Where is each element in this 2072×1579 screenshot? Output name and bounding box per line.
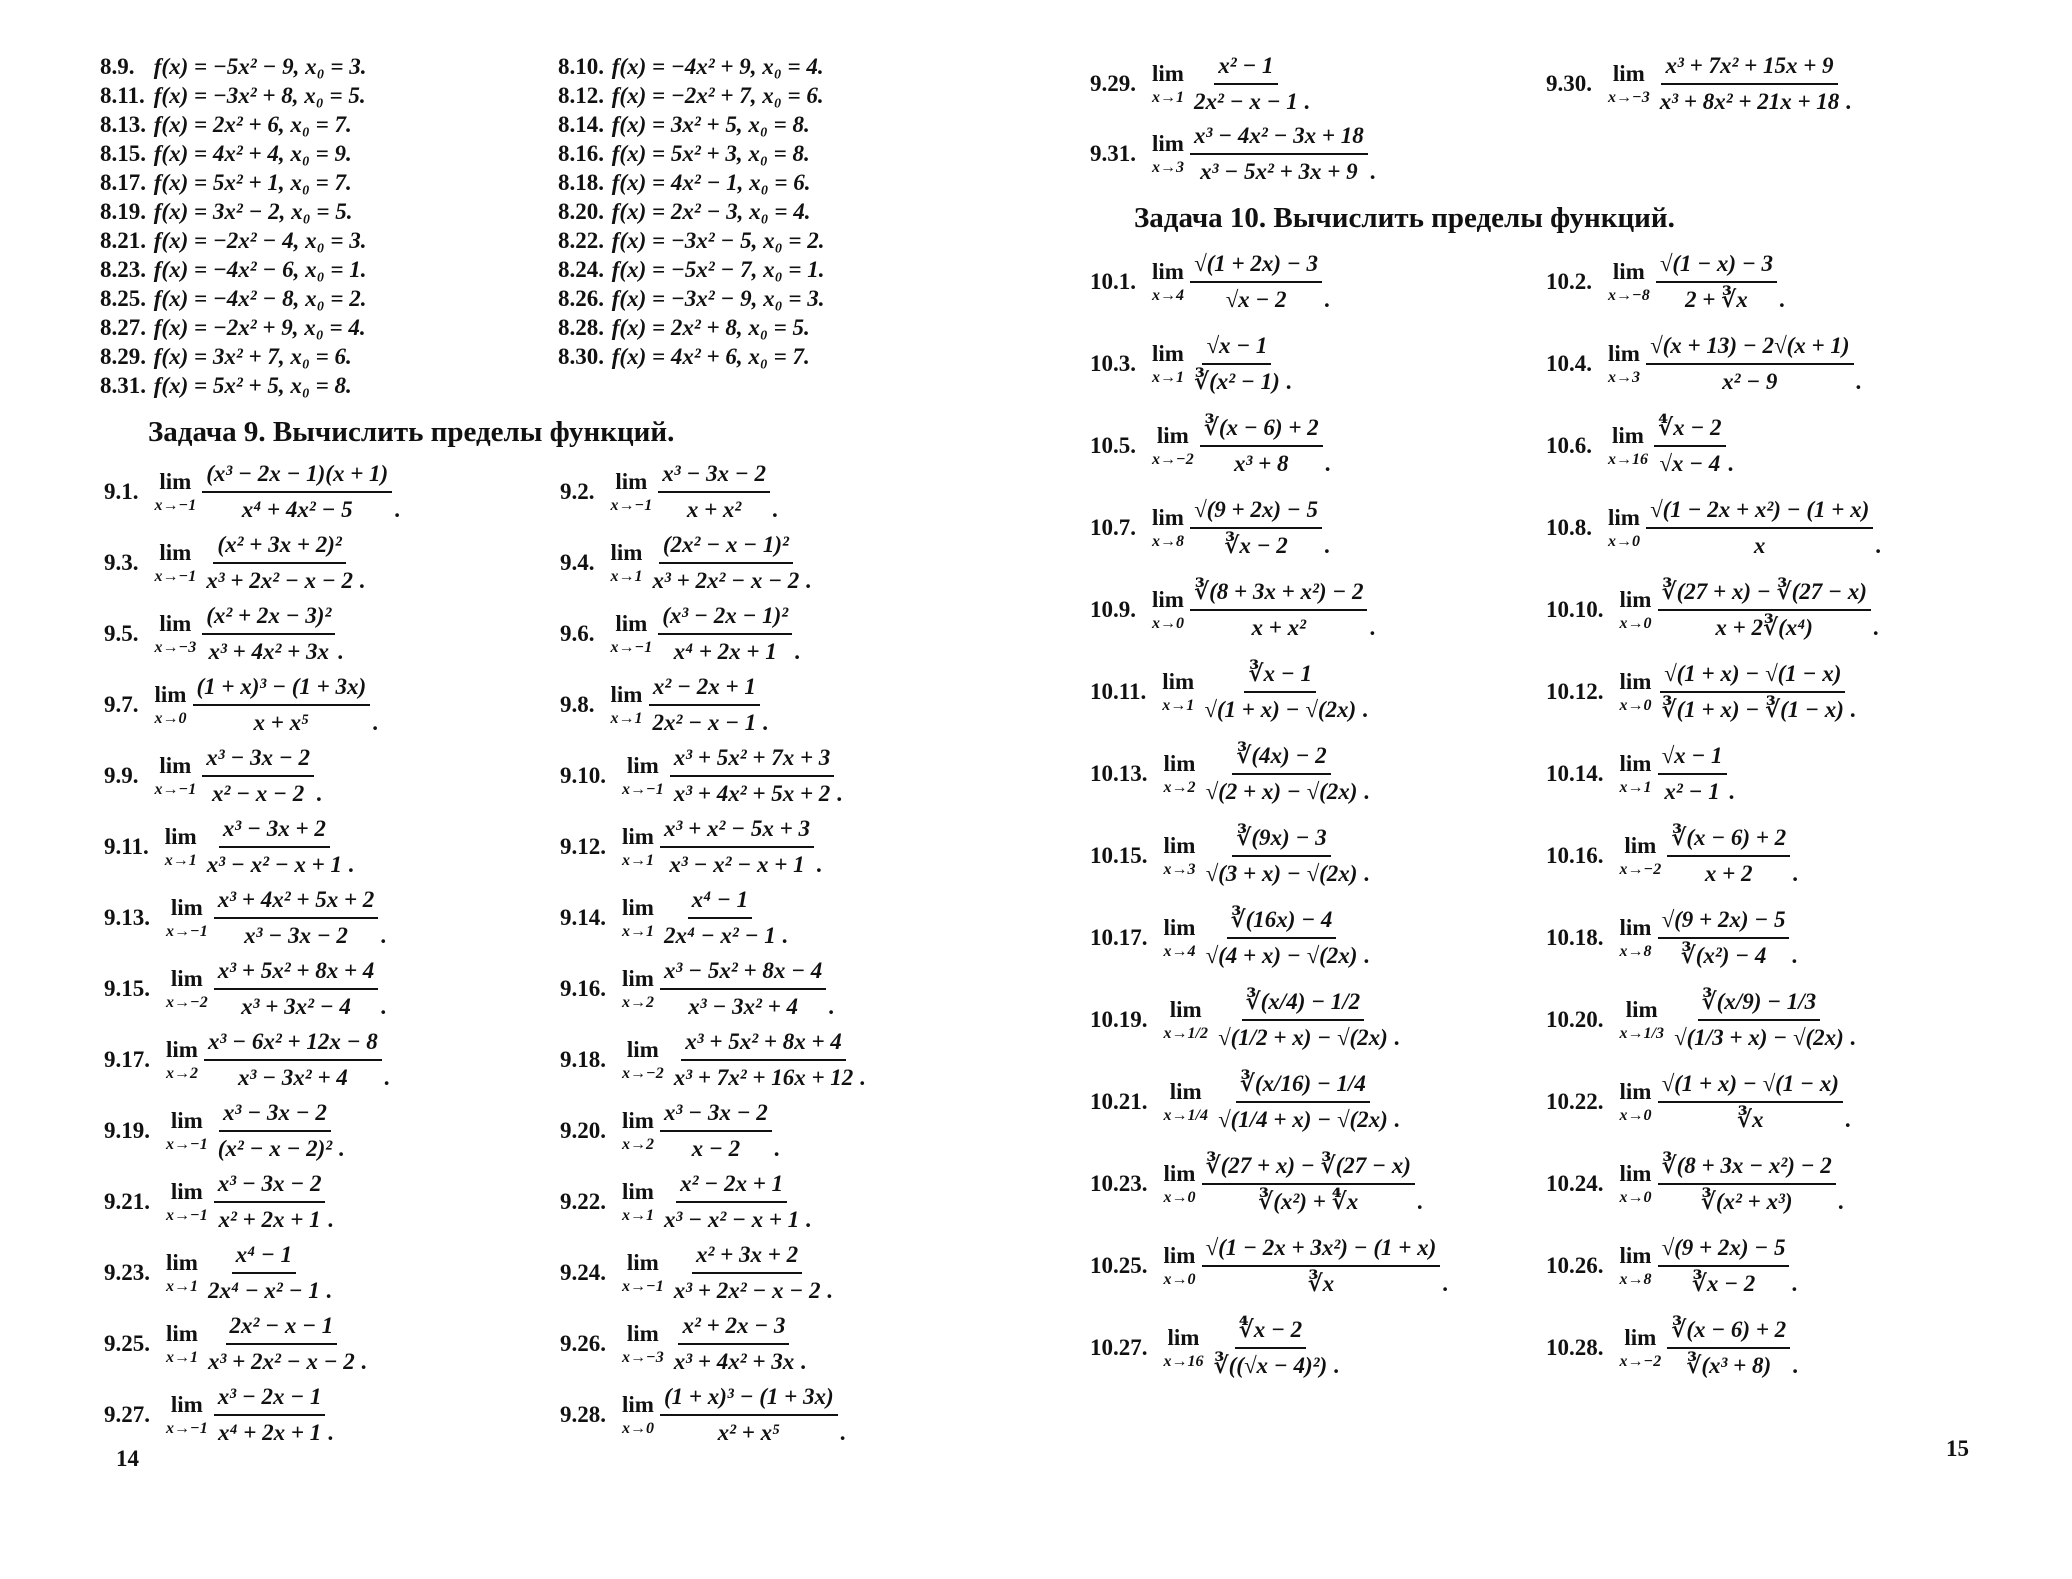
- limit-9-10: 9.10. lim x→−1 $\frac{\text{x³ + 5x² + 7x + 3}}{\text{x³ + 4x² + 5x + 2}}$ .: [560, 745, 843, 807]
- limit-10-4: 10.4. lim x→3 $\frac{√(x + 13) - 2√(x + 1)}{\text{x² − 9}}$ .: [1546, 333, 1862, 395]
- fraction: $\frac{∛x - 1}{√(1 + x) - √(2x)}$: [1204, 661, 1357, 722]
- fraction: $\frac{∜x - 2}{\text{∛((√x − 4)²)}}$: [1213, 1317, 1328, 1378]
- lim-operator: lim x→−1: [154, 539, 197, 585]
- fraction: $\frac{\text{x³ + 5x² + 8x + 4}}{\text{x³ + 3x² − 4}}$: [214, 957, 379, 1020]
- lim-operator: lim x→−1: [610, 468, 653, 514]
- lim-operator: lim x→0: [1608, 504, 1640, 550]
- limit-9-17: 9.17. lim x→2 $\frac{\text{x³ − 6x² + 12x − 8}}{\text{x³ − 3x² + 4}}$ .: [104, 1029, 390, 1091]
- problem-8-11: 8.11. f(x) = −3x² + 8, x₀ = 5.: [100, 83, 366, 108]
- limit-10-13: 10.13. lim x→2 $\frac{∛(4x) - 2}{√(2 + x) - √(2x)}$ .: [1090, 743, 1370, 805]
- limit-10-22: 10.22. lim x→0 $\frac{√(1 + x) - √(1 - x)}{∛x}$ .: [1546, 1071, 1851, 1133]
- fraction: $\frac{∛(27 + x) - ∛(27 - x)}{\text{x + 2∛(x⁴)}}$: [1658, 578, 1871, 641]
- lim-operator: lim x→−1: [622, 1249, 664, 1295]
- problem-8-28: 8.28. f(x) = 2x² + 8, x₀ = 5.: [558, 315, 810, 340]
- limit-10-19: 10.19. lim x→1/2 $\frac{∛(x/4) - 1/2}{√(1/2 + x) - √(2x)}$ .: [1090, 989, 1400, 1051]
- fraction: $\frac{∛(x - 6) + 2}{\text{∛(x³ + 8)}}$: [1667, 1316, 1790, 1379]
- problem-8-13: 8.13. f(x) = 2x² + 6, x₀ = 7.: [100, 112, 352, 137]
- problem-8-22: 8.22. f(x) = −3x² − 5, x₀ = 2.: [558, 228, 825, 253]
- lim-operator: lim x→0: [1163, 1160, 1196, 1206]
- lim-operator: lim x→2: [622, 1107, 654, 1153]
- lim-operator: lim x→0: [1619, 1078, 1652, 1124]
- fraction: $\frac{∛(x - 6) + 2}{x + 2}$: [1667, 824, 1790, 887]
- fraction: $\frac{\text{x² − 2x + 1}}{\text{2x² − x − 1}}$: [649, 673, 761, 736]
- fraction: $\frac{\text{x³ − 3x − 2}}{\text{(x² − x − 2)²}}$: [217, 1100, 333, 1161]
- lim-operator: lim x→2: [1163, 750, 1196, 796]
- limit-9-30: 9.30. lim x→−3 $\frac{\text{x³ + 7x² + 15x + 9}}{\text{x³ + 8x² + 21x + 18}}$ .: [1546, 53, 1852, 115]
- limit-9-3: 9.3. lim x→−1 $\frac{\text{(x² + 3x + 2)²}}{\text{x³ + 2x² − x − 2}}$ .: [104, 532, 365, 594]
- limit-10-24: 10.24. lim x→0 $\frac{\text{∛(8 + 3x − x²) − 2}}{\text{∛(x² + x³)}}$ .: [1546, 1153, 1844, 1215]
- fraction: $\frac{\text{∛(8 + 3x + x²) − 2}}{\text{x + x²}}$: [1190, 578, 1367, 641]
- limit-9-22: 9.22. lim x→1 $\frac{\text{x² − 2x + 1}}{\text{x³ − x² − x + 1}}$ .: [560, 1171, 812, 1233]
- fraction: $\frac{\text{2x² − x − 1}}{\text{x³ + 2x² − x − 2}}$: [208, 1313, 355, 1374]
- fraction: $\frac{\text{x³ + x² − 5x + 3}}{\text{x³ − x² − x + 1}}$: [660, 815, 814, 878]
- lim-operator: lim x→0: [154, 681, 187, 727]
- fraction: $\frac{\text{x³ − 3x − 2}}{\text{x² + 2x + 1}}$: [214, 1170, 326, 1233]
- lim-operator: lim x→−1: [622, 752, 664, 798]
- limit-10-12: 10.12. lim x→0 $\frac{√(1 + x) - √(1 - x)}{∛(1 + x) - ∛(1 - x)}$ .: [1546, 661, 1856, 723]
- lim-operator: lim x→0: [622, 1391, 654, 1437]
- problem-8-25: 8.25. f(x) = −4x² − 8, x₀ = 2.: [100, 286, 367, 311]
- lim-operator: lim x→0: [1163, 1242, 1196, 1288]
- limit-10-26: 10.26. lim x→8 $\frac{√(9 + 2x) - 5}{∛x - 2}$ .: [1546, 1235, 1798, 1297]
- problem-8-18: 8.18. f(x) = 4x² − 1, x₀ = 6.: [558, 170, 811, 195]
- limit-10-17: 10.17. lim x→4 $\frac{∛(16x) - 4}{√(4 + x) - √(2x)}$ .: [1090, 907, 1370, 969]
- fraction: $\frac{\text{(x² + 3x + 2)²}}{\text{x³ + 2x² − x − 2}}$: [206, 532, 353, 593]
- limit-9-8: 9.8. lim x→1 $\frac{\text{x² − 2x + 1}}{\text{2x² − x − 1}}$ .: [560, 674, 769, 736]
- limit-10-21: 10.21. lim x→1/4 $\frac{∛(x/16) - 1/4}{√(1/4 + x) - √(2x)}$ .: [1090, 1071, 1400, 1133]
- limit-10-9: 10.9. lim x→0 $\frac{\text{∛(8 + 3x + x²) − 2}}{\text{x + x²}}$ .: [1090, 579, 1376, 641]
- lim-operator: lim x→−8: [1608, 258, 1650, 304]
- fraction: $\frac{√x - 1}{\text{∛(x² − 1)}}$: [1194, 333, 1280, 394]
- problem-8-20: 8.20. f(x) = 2x² − 3, x₀ = 4.: [558, 199, 811, 224]
- limit-10-1: 10.1. lim x→4 $\frac{√(1 + 2x) - 3}{√x - 2}$ .: [1090, 251, 1330, 313]
- lim-operator: lim x→−3: [154, 610, 197, 656]
- fraction: $\frac{\text{x² + 3x + 2}}{\text{x³ + 2x² − x − 2}}$: [673, 1242, 821, 1303]
- lim-operator: lim x→−1: [154, 752, 197, 798]
- fraction: $\frac{\text{√(1 − 2x + 3x²) − (1 + x)}}{∛x}$: [1202, 1234, 1441, 1297]
- limit-9-29: 9.29. lim x→1 $\frac{\text{x² − 1}}{\text{2x² − x − 1}}$ .: [1090, 53, 1310, 115]
- limit-9-18: 9.18. lim x→−2 $\frac{\text{x³ + 5x² + 8x + 4}}{\text{x³ + 7x² + 16x + 12}}$ .: [560, 1029, 866, 1091]
- limit-9-6: 9.6. lim x→−1 $\frac{\text{(x³ − 2x − 1)²}}{\text{x⁴ + 2x + 1}}$ .: [560, 603, 800, 665]
- lim-operator: lim x→2: [622, 965, 654, 1011]
- problem-8-14: 8.14. f(x) = 3x² + 5, x₀ = 8.: [558, 112, 810, 137]
- limit-9-5: 9.5. lim x→−3 $\frac{\text{(x² + 2x − 3)²}}{\text{x³ + 4x² + 3x}}$ .: [104, 603, 344, 665]
- problem-8-24: 8.24. f(x) = −5x² − 7, x₀ = 1.: [558, 257, 825, 282]
- lim-operator: lim x→0: [1619, 586, 1652, 632]
- limit-10-8: 10.8. lim x→0 $\frac{\text{√(1 − 2x + x²) − (1 + x)}}{x}$ .: [1546, 497, 1881, 559]
- fraction: $\frac{\text{x³ + 7x² + 15x + 9}}{\text{x³ + 8x² + 21x + 18}}$: [1659, 53, 1840, 114]
- lim-operator: lim x→−1: [166, 1107, 208, 1153]
- limit-9-1: 9.1. lim x→−1 $\frac{\text{(x³ − 2x − 1)(x + 1)}}{\text{x⁴ + 4x² − 5}}$ .: [104, 461, 400, 523]
- limit-9-21: 9.21. lim x→−1 $\frac{\text{x³ − 3x − 2}}{\text{x² + 2x + 1}}$ .: [104, 1171, 334, 1233]
- fraction: $\frac{\text{x⁴ − 1}}{\text{2x⁴ − x² − 1}}$: [664, 887, 776, 948]
- lim-operator: lim x→−2: [1619, 832, 1662, 878]
- limit-10-16: 10.16. lim x→−2 $\frac{∛(x - 6) + 2}{x + 2}$ .: [1546, 825, 1798, 887]
- problem-8-27: 8.27. f(x) = −2x² + 9, x₀ = 4.: [100, 315, 366, 340]
- limit-10-28: 10.28. lim x→−2 $\frac{∛(x - 6) + 2}{\text{∛(x³ + 8)}}$ .: [1546, 1317, 1798, 1379]
- fraction: $\frac{√(1 - x) - 3}{2 + ∛x}$: [1656, 250, 1777, 313]
- lim-operator: lim x→1: [1152, 340, 1184, 386]
- lim-operator: lim x→4: [1163, 914, 1196, 960]
- fraction: $\frac{√(1 + 2x) - 3}{√x - 2}$: [1190, 250, 1322, 313]
- fraction: $\frac{\text{x³ − 6x² + 12x − 8}}{\text{x³ − 3x² + 4}}$: [204, 1028, 382, 1091]
- fraction: $\frac{\text{x³ − 2x − 1}}{\text{x⁴ + 2x + 1}}$: [214, 1383, 326, 1446]
- problem-8-29: 8.29. f(x) = 3x² + 7, x₀ = 6.: [100, 344, 352, 369]
- limit-10-2: 10.2. lim x→−8 $\frac{√(1 - x) - 3}{2 + ∛x}$ .: [1546, 251, 1785, 313]
- fraction: $\frac{√(1 + x) - √(1 - x)}{∛(1 + x) - ∛(1 - x)}$: [1661, 661, 1844, 722]
- fraction: $\frac{\text{(x³ − 2x − 1)(x + 1)}}{\text{x⁴ + 4x² − 5}}$: [202, 460, 392, 523]
- fraction: $\frac{√(x + 13) - 2√(x + 1)}{\text{x² − 9}}$: [1646, 332, 1854, 395]
- limit-10-25: 10.25. lim x→0 $\frac{\text{√(1 − 2x + 3x²) − (1 + x)}}{∛x}$ .: [1090, 1235, 1448, 1297]
- fraction: $\frac{\text{∛(8 + 3x − x²) − 2}}{\text{∛(x² + x³)}}$: [1658, 1152, 1836, 1215]
- lim-operator: lim x→1: [166, 1249, 198, 1295]
- fraction: $\frac{\text{x² + 2x − 3}}{\text{x³ + 4x² + 3x}}$: [673, 1313, 795, 1374]
- problem-8-21: 8.21. f(x) = −2x² − 4, x₀ = 3.: [100, 228, 367, 253]
- limit-10-7: 10.7. lim x→8 $\frac{√(9 + 2x) - 5}{∛x - 2}$ .: [1090, 497, 1330, 559]
- fraction: $\frac{\text{(2x² − x − 1)²}}{\text{x³ + 2x² − x − 2}}$: [652, 532, 800, 593]
- problem-8-26: 8.26. f(x) = −3x² − 9, x₀ = 3.: [558, 286, 825, 311]
- lim-operator: lim x→1: [166, 1320, 198, 1366]
- fraction: $\frac{\text{x³ − 3x − 2}}{\text{x² − x − 2}}$: [202, 744, 314, 807]
- limit-10-27: 10.27. lim x→16 $\frac{∜x - 2}{\text{∛((√x − 4)²)}}$ .: [1090, 1317, 1339, 1379]
- limit-10-20: 10.20. lim x→1/3 $\frac{∛(x/9) - 1/3}{√(1/3 + x) - √(2x)}$ .: [1546, 989, 1856, 1051]
- lim-operator: lim x→−1: [166, 1391, 208, 1437]
- limit-9-15: 9.15. lim x→−2 $\frac{\text{x³ + 5x² + 8x + 4}}{\text{x³ + 3x² − 4}}$ .: [104, 958, 387, 1020]
- limit-9-28: 9.28. lim x→0 $\frac{\text{(1 + x)³ − (1 + 3x)}}{\text{x² + x⁵}}$ .: [560, 1384, 846, 1446]
- problem-8-23: 8.23. f(x) = −4x² − 6, x₀ = 1.: [100, 257, 367, 282]
- lim-operator: lim x→1: [622, 1178, 654, 1224]
- limit-9-4: 9.4. lim x→1 $\frac{\text{(2x² − x − 1)²}}{\text{x³ + 2x² − x − 2}}$ .: [560, 532, 812, 594]
- problem-8-30: 8.30. f(x) = 4x² + 6, x₀ = 7.: [558, 344, 810, 369]
- limit-9-27: 9.27. lim x→−1 $\frac{\text{x³ − 2x − 1}}{\text{x⁴ + 2x + 1}}$ .: [104, 1384, 334, 1446]
- lim-operator: lim x→1/2: [1163, 996, 1208, 1042]
- fraction: $\frac{√(1 + x) - √(1 - x)}{∛x}$: [1658, 1070, 1843, 1133]
- limit-9-20: 9.20. lim x→2 $\frac{\text{x³ − 3x − 2}}{x - 2}$ .: [560, 1100, 780, 1162]
- fraction: $\frac{√(9 + 2x) - 5}{\text{∛(x²) − 4}}$: [1658, 906, 1790, 969]
- page-number: 15: [1946, 1436, 1969, 1461]
- fraction: $\frac{√x - 1}{\text{x² − 1}}$: [1658, 742, 1727, 805]
- limit-10-15: 10.15. lim x→3 $\frac{∛(9x) - 3}{√(3 + x) - √(2x)}$ .: [1090, 825, 1370, 887]
- limit-9-9: 9.9. lim x→−1 $\frac{\text{x³ − 3x − 2}}{\text{x² − x − 2}}$ .: [104, 745, 322, 807]
- fraction: $\frac{∛(x/9) - 1/3}{√(1/3 + x) - √(2x)}$: [1673, 989, 1844, 1050]
- lim-operator: lim x→16: [1163, 1324, 1204, 1370]
- fraction: $\frac{\text{x³ + 4x² + 5x + 2}}{\text{x³ − 3x − 2}}$: [214, 886, 379, 949]
- problem-8-12: 8.12. f(x) = −2x² + 7, x₀ = 6.: [558, 83, 824, 108]
- fraction: $\frac{\text{(1 + x)³ − (1 + 3x)}}{\text{x + x⁵}}$: [193, 673, 371, 736]
- limit-9-13: 9.13. lim x→−1 $\frac{\text{x³ + 4x² + 5x + 2}}{\text{x³ − 3x − 2}}$ .: [104, 887, 387, 949]
- fraction: $\frac{∛(9x) - 3}{√(3 + x) - √(2x)}$: [1205, 825, 1358, 886]
- limit-9-25: 9.25. lim x→1 $\frac{\text{2x² − x − 1}}{\text{x³ + 2x² − x − 2}}$ .: [104, 1313, 367, 1375]
- fraction: $\frac{\text{(x³ − 2x − 1)²}}{\text{x⁴ + 2x + 1}}$: [658, 602, 792, 665]
- lim-operator: lim x→1: [1152, 60, 1184, 106]
- lim-operator: lim x→1: [610, 539, 643, 585]
- limit-10-10: 10.10. lim x→0 $\frac{∛(27 + x) - ∛(27 - x)}{\text{x + 2∛(x⁴)}}$ .: [1546, 579, 1879, 641]
- lim-operator: lim x→−1: [610, 610, 653, 656]
- lim-operator: lim x→−2: [1152, 422, 1194, 468]
- fraction: $\frac{\text{x³ − 4x² − 3x + 18}}{\text{x³ − 5x² + 3x + 9}}$: [1190, 122, 1368, 185]
- fraction: $\frac{\text{√(1 − 2x + x²) − (1 + x)}}{x}$: [1646, 496, 1873, 559]
- lim-operator: lim x→1: [610, 681, 643, 727]
- fraction: $\frac{\text{x³ − 3x − 2}}{x - 2}$: [660, 1099, 772, 1162]
- limit-10-11: 10.11. lim x→1 $\frac{∛x - 1}{√(1 + x) - √(2x)}$ .: [1090, 661, 1368, 723]
- limit-9-12: 9.12. lim x→1 $\frac{\text{x³ + x² − 5x + 3}}{\text{x³ − x² − x + 1}}$ .: [560, 816, 822, 878]
- problem-8-17: 8.17. f(x) = 5x² + 1, x₀ = 7.: [100, 170, 352, 195]
- page-number: 14: [116, 1446, 139, 1471]
- fraction: $\frac{∛(16x) - 4}{√(4 + x) - √(2x)}$: [1205, 907, 1358, 968]
- problem-8-9: 8.9. f(x) = −5x² − 9, x₀ = 3.: [100, 54, 367, 79]
- lim-operator: lim x→3: [1163, 832, 1196, 878]
- lim-operator: lim x→1/3: [1619, 996, 1664, 1042]
- fraction: $\frac{∛(x/4) - 1/2}{√(1/2 + x) - √(2x)}$: [1217, 989, 1388, 1050]
- lim-operator: lim x→0: [1619, 668, 1652, 714]
- fraction: $\frac{\text{x³ + 5x² + 7x + 3}}{\text{x³ + 4x² + 5x + 2}}$: [670, 744, 835, 807]
- limit-10-6: 10.6. lim x→16 $\frac{∜x - 2}{√x - 4}$ .: [1546, 415, 1734, 477]
- limit-10-14: 10.14. lim x→1 $\frac{√x - 1}{\text{x² − 1}}$ .: [1546, 743, 1735, 805]
- lim-operator: lim x→8: [1619, 1242, 1652, 1288]
- problem-8-19: 8.19. f(x) = 3x² − 2, x₀ = 5.: [100, 199, 353, 224]
- lim-operator: lim x→−3: [622, 1320, 664, 1366]
- fraction: $\frac{\text{(x² + 2x − 3)²}}{\text{x³ + 4x² + 3x}}$: [202, 602, 335, 665]
- limit-9-14: 9.14. lim x→1 $\frac{\text{x⁴ − 1}}{\text{2x⁴ − x² − 1}}$ .: [560, 887, 788, 949]
- lim-operator: lim x→2: [166, 1036, 198, 1082]
- problem-8-10: 8.10. f(x) = −4x² + 9, x₀ = 4.: [558, 54, 824, 79]
- fraction: $\frac{\text{x² − 1}}{\text{2x² − x − 1}}$: [1194, 53, 1298, 114]
- lim-operator: lim x→1: [1619, 750, 1652, 796]
- lim-operator: lim x→−1: [166, 1178, 208, 1224]
- fraction: $\frac{\text{x³ − 3x + 2}}{\text{x³ − x² − x + 1}}$: [206, 816, 343, 877]
- lim-operator: lim x→1: [164, 823, 197, 869]
- fraction: $\frac{\text{x³ − 3x − 2}}{\text{x + x²}}$: [658, 460, 770, 523]
- problem-8-15: 8.15. f(x) = 4x² + 4, x₀ = 9.: [100, 141, 352, 166]
- fraction: $\frac{√(9 + 2x) - 5}{∛x - 2}$: [1190, 496, 1322, 559]
- fraction: $\frac{∛(x - 6) + 2}{\text{x³ + 8}}$: [1200, 414, 1323, 477]
- right-page: [1036, 0, 2072, 1579]
- limit-9-2: 9.2. lim x→−1 $\frac{\text{x³ − 3x − 2}}{\text{x + x²}}$ .: [560, 461, 778, 523]
- fraction: $\frac{\text{x² − 2x + 1}}{\text{x³ − x² − x + 1}}$: [664, 1171, 800, 1232]
- lim-operator: lim x→−2: [622, 1036, 664, 1082]
- lim-operator: lim x→−1: [166, 894, 208, 940]
- task9-heading: Задача 9. Вычислить пределы функций.: [148, 416, 675, 448]
- lim-operator: lim x→1/4: [1163, 1078, 1208, 1124]
- limit-10-23: 10.23. lim x→0 $\frac{∛(27 + x) - ∛(27 - x)}{\text{∛(x²) + ∜x}}$ .: [1090, 1153, 1423, 1215]
- limit-9-23: 9.23. lim x→1 $\frac{\text{x⁴ − 1}}{\text{2x⁴ − x² − 1}}$ .: [104, 1242, 332, 1304]
- limit-10-5: 10.5. lim x→−2 $\frac{∛(x - 6) + 2}{\text{x³ + 8}}$ .: [1090, 415, 1331, 477]
- lim-operator: lim x→1: [622, 894, 654, 940]
- lim-operator: lim x→0: [1152, 586, 1184, 632]
- fraction: $\frac{∛(4x) - 2}{√(2 + x) - √(2x)}$: [1205, 743, 1358, 804]
- lim-operator: lim x→3: [1608, 340, 1640, 386]
- lim-operator: lim x→8: [1619, 914, 1652, 960]
- fraction: $\frac{∛(x/16) - 1/4}{√(1/4 + x) - √(2x)}$: [1217, 1071, 1388, 1132]
- lim-operator: lim x→8: [1152, 504, 1184, 550]
- fraction: $\frac{√(9 + 2x) - 5}{∛x - 2}$: [1658, 1234, 1790, 1297]
- problem-8-16: 8.16. f(x) = 5x² + 3, x₀ = 8.: [558, 141, 810, 166]
- task10-heading: Задача 10. Вычислить пределы функций.: [1134, 202, 1675, 234]
- fraction: $\frac{\text{x³ − 5x² + 8x − 4}}{\text{x³ − 3x² + 4}}$: [660, 957, 826, 1020]
- lim-operator: lim x→−2: [1619, 1324, 1662, 1370]
- limit-9-31: 9.31. lim x→3 $\frac{\text{x³ − 4x² − 3x + 18}}{\text{x³ − 5x² + 3x + 9}}$ .: [1090, 123, 1376, 185]
- lim-operator: lim x→0: [1619, 1160, 1652, 1206]
- lim-operator: lim x→4: [1152, 258, 1184, 304]
- lim-operator: lim x→−2: [166, 965, 208, 1011]
- lim-operator: lim x→−3: [1608, 60, 1650, 106]
- limit-9-26: 9.26. lim x→−3 $\frac{\text{x² + 2x − 3}}{\text{x³ + 4x² + 3x}}$ .: [560, 1313, 806, 1375]
- limit-10-18: 10.18. lim x→8 $\frac{√(9 + 2x) - 5}{\text{∛(x²) − 4}}$ .: [1546, 907, 1798, 969]
- limit-9-24: 9.24. lim x→−1 $\frac{\text{x² + 3x + 2}}{\text{x³ + 2x² − x − 2}}$ .: [560, 1242, 833, 1304]
- lim-operator: lim x→3: [1152, 130, 1184, 176]
- lim-operator: lim x→1: [622, 823, 654, 869]
- lim-operator: lim x→1: [1162, 668, 1195, 714]
- fraction: $\frac{\text{x³ + 5x² + 8x + 4}}{\text{x³ + 7x² + 16x + 12}}$: [673, 1029, 854, 1090]
- fraction: $\frac{\text{x⁴ − 1}}{\text{2x⁴ − x² − 1}}$: [208, 1242, 320, 1303]
- limit-9-11: 9.11. lim x→1 $\frac{\text{x³ − 3x + 2}}{\text{x³ − x² − x + 1}}$ .: [104, 816, 354, 878]
- limit-10-3: 10.3. lim x→1 $\frac{√x - 1}{\text{∛(x² − 1)}}$ .: [1090, 333, 1292, 395]
- limit-9-7: 9.7. lim x→0 $\frac{\text{(1 + x)³ − (1 + 3x)}}{\text{x + x⁵}}$ .: [104, 674, 378, 736]
- fraction: $\frac{\text{(1 + x)³ − (1 + 3x)}}{\text{x² + x⁵}}$: [660, 1383, 838, 1446]
- lim-operator: lim x→16: [1608, 422, 1648, 468]
- limit-9-16: 9.16. lim x→2 $\frac{\text{x³ − 5x² + 8x − 4}}{\text{x³ − 3x² + 4}}$ .: [560, 958, 835, 1020]
- limit-9-19: 9.19. lim x→−1 $\frac{\text{x³ − 3x − 2}}{\text{(x² − x − 2)²}}$ .: [104, 1100, 344, 1162]
- fraction: $\frac{∛(27 + x) - ∛(27 - x)}{\text{∛(x²) + ∜x}}$: [1202, 1152, 1415, 1215]
- problem-8-31: 8.31. f(x) = 5x² + 5, x₀ = 8.: [100, 373, 352, 398]
- lim-operator: lim x→−1: [154, 468, 197, 514]
- fraction: $\frac{∜x - 2}{√x - 4}$: [1654, 414, 1726, 477]
